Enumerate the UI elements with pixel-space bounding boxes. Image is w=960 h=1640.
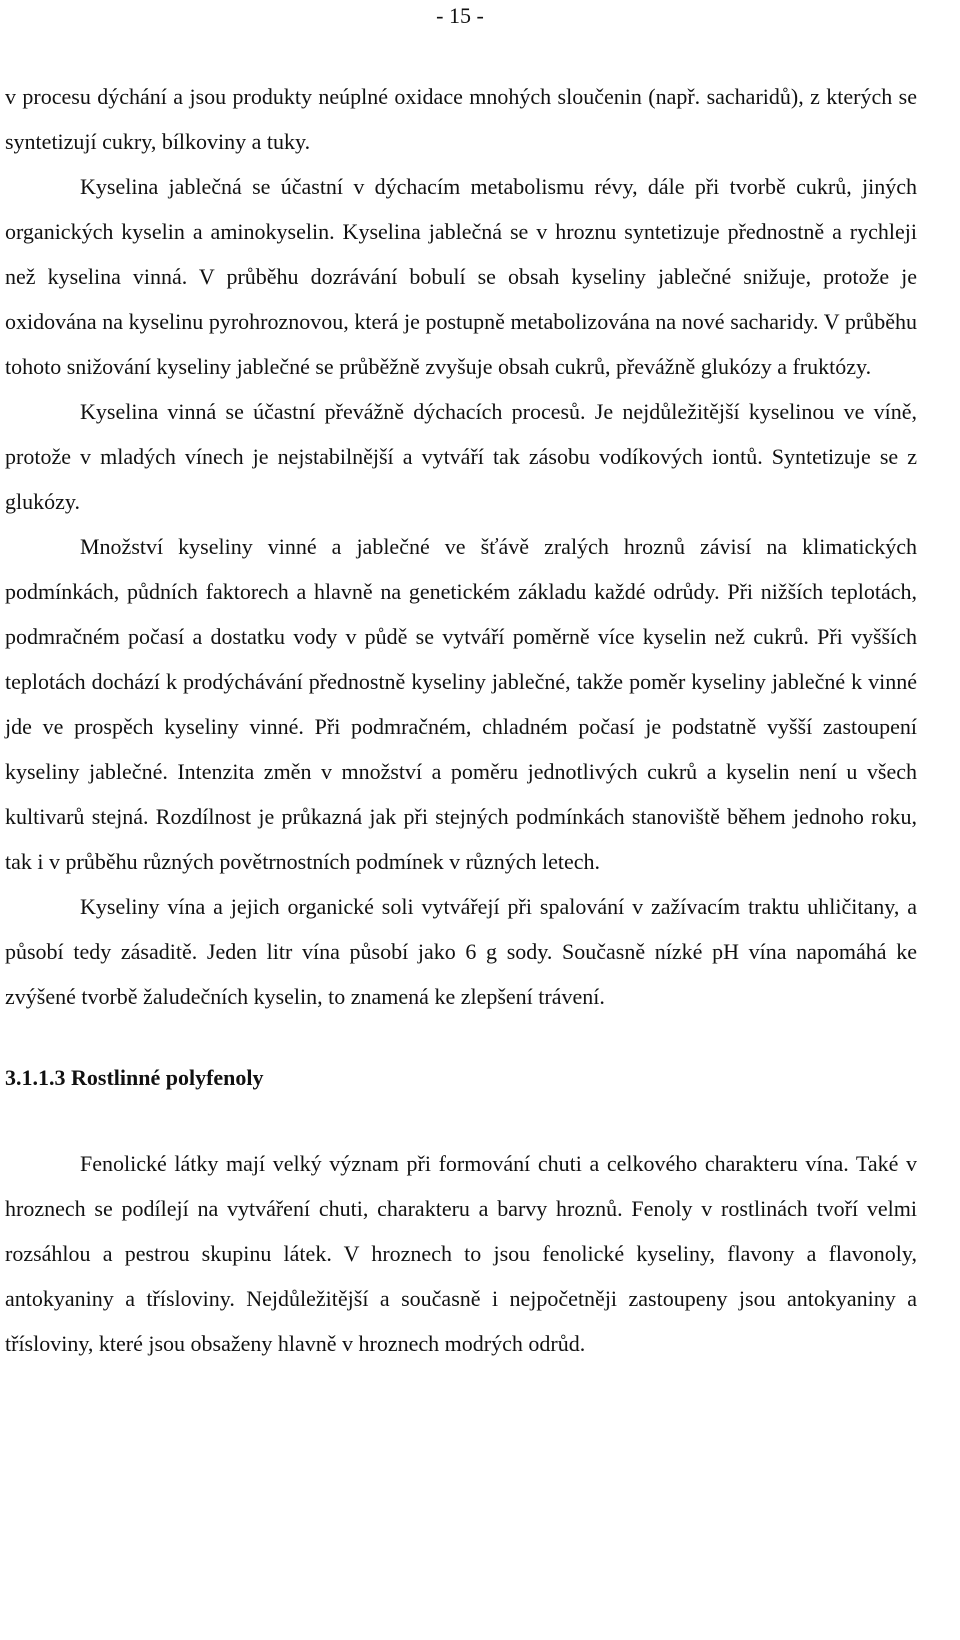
paragraph-continuation: v procesu dýchání a jsou produkty neúplné oxidace mnohých sloučenin (např. sacharidů), z kterých se syntetizují cukry, bílkoviny a tuky. [5, 84, 917, 154]
paragraph-acid-amounts: Množství kyseliny vinné a jablečné ve šťávě zralých hroznů závisí na klimatických podmínkách, půdních faktorech a hlavně na genetickém základu každé odrůdy. Při nižších teplotách, podmračném počasí a dostatku vody v půdě se vytváří poměrně více kyselin než cukrů. Při vyšších teplotách dochází k prodýchávání přednostně kyseliny jablečné, takže poměr kyseliny jablečné k vinné jde ve prospěch kyseliny vinné. Při podmračném, chladném počasí je podstatně vyšší zastoupení kyseliny jablečné. Intenzita změn v množství a poměru jednotlivých cukrů a kyselin není u všech kultivarů stejná. Rozdílnost je průkazná jak při stejných podmínkách stanoviště během jednoho roku, tak i v průběhu různých povětrnostních podmínek v různých letech. [5, 534, 917, 874]
document-page [5, 0, 955, 1366]
section-heading: 3.1.1.3 Rostlinné polyfenoly [5, 1065, 264, 1090]
paragraph-polyphenols: Fenolické látky mají velký význam při formování chuti a celkového charakteru vína. Také v hroznech se podílejí na vytváření chuti, charakteru a barvy hroznů. Fenoly v rostlinách tvoří velmi rozsáhlou a pestrou skupinu látek. V hroznech to jsou fenolické kyseliny, flavony a flavonoly, antokyaniny a třísloviny. Nejdůležitější a současně i nejpočetněji zastoupeny jsou antokyaniny a třísloviny, které jsou obsaženy hlavně v hroznech modrých odrůd. [5, 1151, 917, 1356]
paragraph-malic-acid: Kyselina jablečná se účastní v dýchacím metabolismu révy, dále při tvorbě cukrů, jiných organických kyselin a aminokyselin. Kyselina jablečná se v hroznu syntetizuje přednostně a rychleji než kyselina vinná. V průběhu dozrávání bobulí se obsah kyseliny jablečné snižuje, protože je oxidována na kyselinu pyrohroznovou, která je postupně metabolizována na nové sacharidy. V průběhu tohoto snižování kyseliny jablečné se průběžně zvyšuje obsah cukrů, převážně glukózy a fruktózy. [5, 174, 917, 379]
page-number: - 15 - [436, 3, 484, 28]
paragraph-wine-acids-digestion: Kyseliny vína a jejich organické soli vytvářejí při spalování v zažívacím traktu uhličitany, a působí tedy zásaditě. Jeden litr vína působí jako 6 g sody. Současně nízké pH vína napomáhá ke zvýšené tvorbě žaludečních kyselin, to znamená ke zlepšení trávení. [5, 894, 917, 1009]
paragraph-tartaric-acid: Kyselina vinná se účastní převážně dýchacích procesů. Je nejdůležitější kyselinou ve víně, protože v mladých vínech je nejstabilnější a vytváří tak zásobu vodíkových iontů. Syntetizuje se z glukózy. [5, 399, 917, 514]
